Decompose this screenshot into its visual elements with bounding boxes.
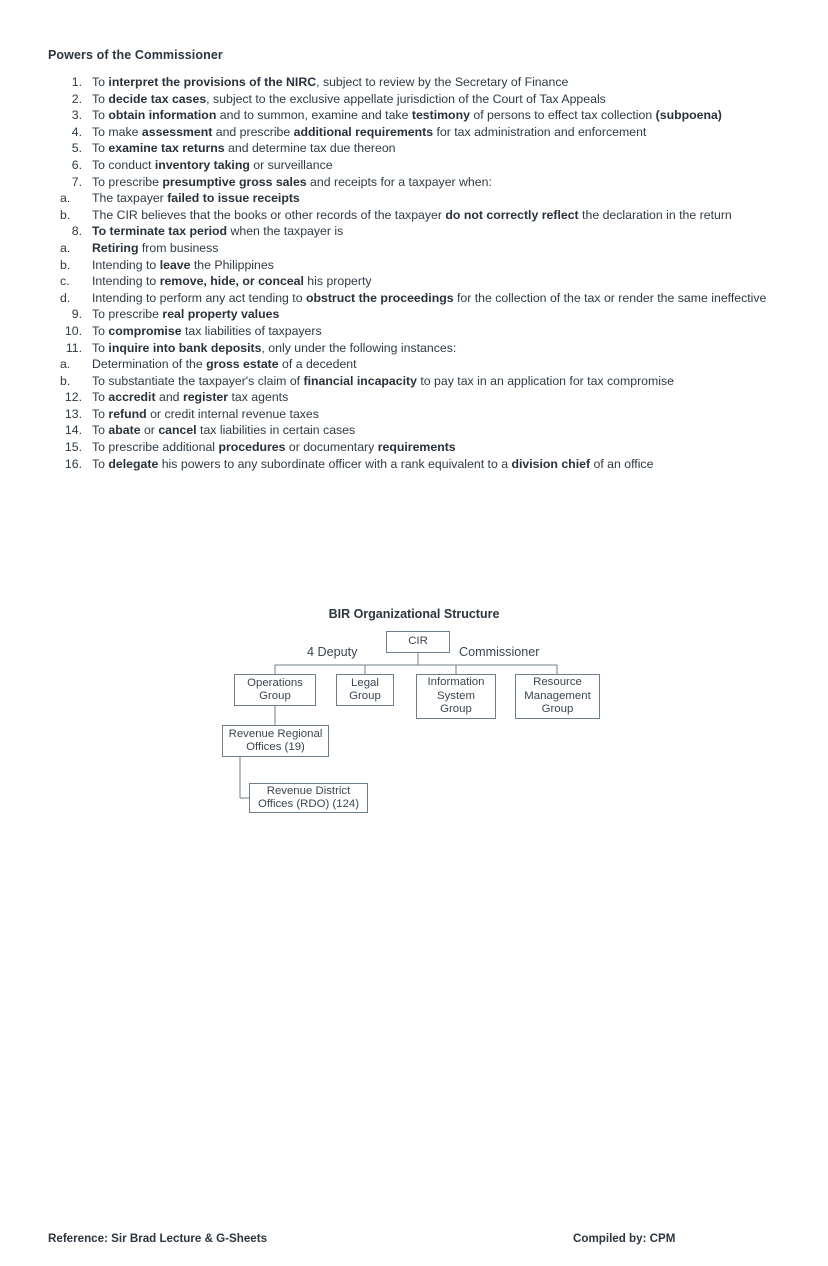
list-item-text: To delegate his powers to any subordinate officer with a rank equivalent to a division chief of an office [92, 456, 654, 471]
list-item-marker: 1. [71, 75, 82, 89]
sub-list-item [48, 257, 796, 274]
list-item [48, 422, 796, 439]
list-item-marker: 7. [71, 174, 82, 189]
sub-list-item-marker: b. [60, 207, 71, 222]
node-legal-group-label: Legal Group [349, 676, 381, 702]
list-item-text: To make assessment and prescribe additional requirements for tax administration and enforcement [92, 124, 647, 139]
sub-list [48, 240, 796, 306]
deputy-count-label: 4 Deputy [307, 645, 358, 659]
list-item [48, 107, 796, 124]
list-item-text: To prescribe presumptive gross sales and receipts for a taxpayer when: [92, 174, 492, 189]
list-item [48, 223, 796, 240]
list-item-text: To examine tax returns and determine tax due thereon [92, 141, 396, 156]
list-item-text: To abate or cancel tax liabilities in certain cases [92, 423, 356, 438]
org-chart-title: BIR Organizational Structure [328, 607, 500, 621]
list-item-marker: 12. [64, 390, 82, 405]
node-information-system-group-label: Information System Group [427, 676, 485, 716]
sub-list-item-marker: a. [60, 191, 71, 206]
sub-list-item [48, 290, 796, 307]
list-item-text: To inquire into bank deposits, only under the following instances: [92, 340, 457, 355]
powers-list [48, 74, 796, 472]
node-revenue-district-offices [249, 783, 368, 813]
sub-list-item-text: The CIR believes that the books or other records of the taxpayer do not correctly reflect the declaration in the return [92, 207, 732, 222]
footer-reference: Reference: Sir Brad Lecture & G-Sheets [48, 1232, 268, 1245]
list-item-marker: 4. [71, 124, 82, 139]
node-revenue-district-offices-label: Revenue District Offices (RDO) (124) [257, 784, 360, 810]
list-item-marker: 9. [71, 307, 82, 322]
org-chart-canvas [0, 600, 828, 840]
list-item [48, 340, 796, 357]
sub-list-item-text: Determination of the gross estate of a decedent [92, 357, 357, 372]
list-item-text: To refund or credit internal revenue taxes [92, 406, 319, 421]
list-item [48, 140, 796, 157]
sub-list-item [48, 207, 796, 224]
sub-list-item-marker: c. [60, 274, 70, 289]
node-legal-group [336, 674, 394, 706]
node-operations-group [234, 674, 316, 706]
sub-list-item-marker: b. [60, 373, 71, 388]
list-item-marker: 5. [71, 141, 82, 156]
sub-list-item [48, 190, 796, 207]
footer-compiled-by: Compiled by: CPM [573, 1232, 676, 1245]
list-item-marker: 3. [71, 108, 82, 123]
list-item-marker: 16. [64, 456, 82, 471]
sub-list-item [48, 373, 796, 390]
sub-list-item-text: The taxpayer failed to issue receipts [92, 191, 300, 206]
list-item-marker: 10. [64, 323, 82, 338]
list-item-marker: 8. [71, 224, 82, 239]
list-item-marker: 15. [64, 440, 82, 455]
list-item-text: To prescribe real property values [92, 307, 280, 322]
list-item-marker: 14. [64, 423, 82, 438]
sub-list-item-marker: d. [60, 290, 71, 305]
sub-list-item-text: Intending to leave the Philippines [92, 257, 274, 272]
list-item-text: To conduct inventory taking or surveillance [92, 157, 333, 172]
list-item [48, 389, 796, 406]
list-item [48, 74, 796, 91]
list-item [48, 439, 796, 456]
sub-list-item-text: To substantiate the taxpayer's claim of financial incapacity to pay tax in an application for tax compromise [92, 373, 674, 388]
list-item-text: To decide tax cases, subject to the exclusive appellate jurisdiction of the Court of Tax Appeals [92, 91, 606, 106]
sub-list-item-marker: a. [60, 240, 71, 255]
list-item [48, 306, 796, 323]
sub-list-item [48, 356, 796, 373]
list-item-marker: 6. [71, 157, 82, 172]
node-revenue-regional-offices [222, 725, 329, 757]
list-item [48, 456, 796, 473]
node-resource-management-group [515, 674, 600, 719]
list-item-text: To accredit and register tax agents [92, 390, 289, 405]
node-information-system-group [416, 674, 496, 719]
node-cir-label: CIR [408, 635, 428, 648]
org-chart [0, 600, 828, 840]
node-resource-management-group-label: Resource Management Group [524, 676, 591, 716]
list-item-text: To prescribe additional procedures or documentary requirements [92, 440, 456, 455]
sub-list [48, 356, 796, 389]
sub-list-item-marker: b. [60, 257, 71, 272]
list-item [48, 174, 796, 191]
list-item [48, 323, 796, 340]
list-item-text: To obtain information and to summon, examine and take testimony of persons to effect tax collection (subpoena) [92, 108, 722, 123]
list-item [48, 157, 796, 174]
list-item-text: To compromise tax liabilities of taxpayers [92, 323, 322, 338]
sub-list-item [48, 273, 796, 290]
sub-list-item-marker: a. [60, 357, 71, 372]
list-item-text: To terminate tax period when the taxpayer is [92, 224, 344, 239]
commissioner-label: Commissioner [459, 645, 540, 659]
sub-list-item-text: Retiring from business [92, 240, 219, 255]
node-cir [386, 631, 450, 653]
sub-list-item-text: Intending to perform any act tending to obstruct the proceedings for the collection of the tax or render the same ineffective [92, 290, 767, 305]
list-item-marker: 2. [71, 91, 82, 106]
page-title: Powers of the Commissioner [48, 48, 223, 62]
list-item [48, 406, 796, 423]
list-item-marker: 11. [65, 340, 82, 355]
node-revenue-regional-offices-label: Revenue Regional Offices (19) [228, 727, 323, 753]
sub-list-item [48, 240, 796, 257]
sub-list-item-text: Intending to remove, hide, or conceal his property [92, 274, 372, 289]
list-item-text: To interpret the provisions of the NIRC, subject to review by the Secretary of Finance [92, 75, 569, 89]
sub-list [48, 190, 796, 223]
node-operations-group-label: Operations Group [247, 676, 303, 702]
list-item-marker: 13. [64, 406, 82, 421]
list-item [48, 91, 796, 108]
list-item [48, 124, 796, 141]
